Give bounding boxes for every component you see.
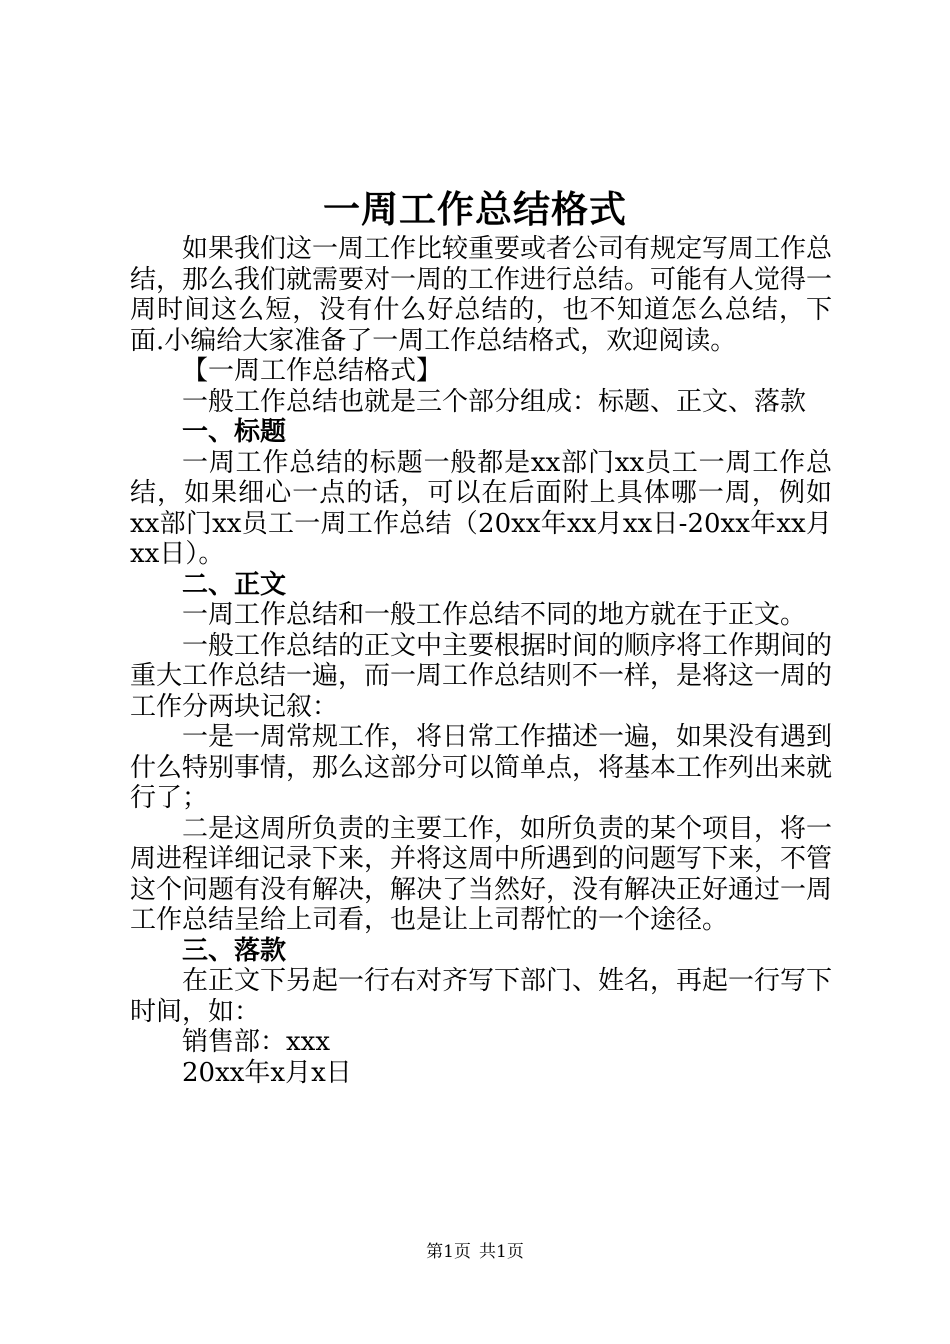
heading-signature-section: 三、落款	[182, 935, 287, 966]
page-total: 共1页	[479, 1242, 524, 1262]
paragraph-overview: 一般工作总结也就是三个部分组成：标题、正文、落款	[182, 386, 807, 417]
signature-department: 销售部：xxx	[182, 1027, 330, 1057]
paragraph-section-marker: 【一周工作总结格式】	[182, 356, 443, 386]
paragraph-routine-work: 一是一周常规工作，将日常工作描述一遍，如果没有遇到什么特别事情，那么这部分可以简单点，将基本工作列出来就行了；	[130, 722, 833, 813]
page-footer	[0, 1241, 950, 1263]
paragraph-title-description: 一周工作总结的标题一般都是xx部门xx员工一周工作总结，如果细心一点的话，可以在后面附上具体哪一周，例如xx部门xx员工一周工作总结（20xx年xx月xx日-20xx年xx月xx日）。	[130, 447, 832, 569]
page-number: 第1页	[426, 1242, 471, 1262]
heading-body-section: 二、正文	[182, 569, 287, 600]
paragraph-body-difference: 一周工作总结和一般工作总结不同的地方就在于正文。	[182, 600, 807, 630]
paragraph-main-work: 二是这周所负责的主要工作，如所负责的某个项目，将一周进程详细记录下来，并将这周中所遇到的问题写下来，不管这个问题有没有解决，解决了当然好，没有解决正好通过一周工作总结呈给上司看，也是让上司帮忙的一个途径。	[130, 813, 833, 935]
signature-date: 20xx年x月x日	[182, 1057, 352, 1088]
document-body	[130, 234, 832, 1088]
paragraph-body-structure: 一般工作总结的正文中主要根据时间的顺序将工作期间的重大工作总结一遍，而一周工作总结则不一样，是将这一周的工作分两块记叙：	[130, 630, 833, 722]
heading-title-section: 一、标题	[182, 417, 287, 447]
document-title: 一周工作总结格式	[323, 187, 627, 231]
paragraph-intro: 如果我们这一周工作比较重要或者公司有规定写周工作总结，那么我们就需要对一周的工作进行总结。可能有人觉得一周时间这么短，没有什么好总结的，也不知道怎么总结，下面.小编给大家准备了一周工作总结格式，欢迎阅读。	[130, 234, 833, 356]
paragraph-signature-instruction: 在正文下另起一行右对齐写下部门、姓名，再起一行写下时间，如：	[130, 966, 833, 1027]
